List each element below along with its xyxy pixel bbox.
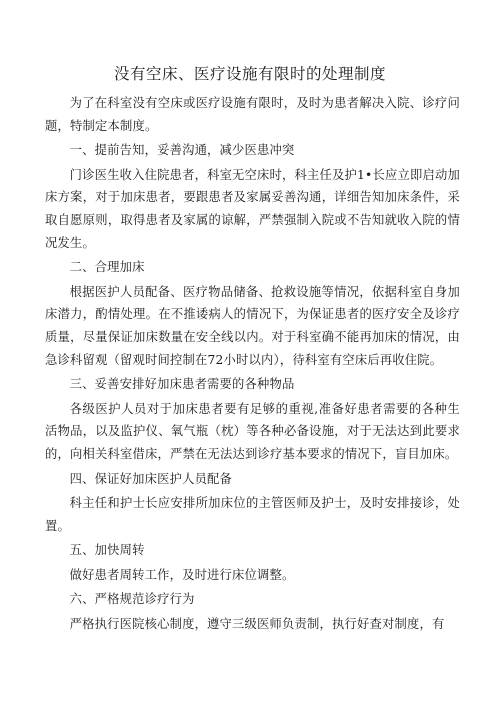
body-paragraph: 门诊医生收入住院患者，科室无空床时，科主任及护1•长应立即启动加床方案，对于加床患者，要跟患者及家属妥善沟通，详细告知加床条件，采取自愿原则，取得患者及家属的谅解，严禁强制入院或不告知就收入院的情况发生。	[45, 167, 460, 250]
body-paragraph: 为了在科室没有空床或医疗设施有限时，及时为患者解决入院、诊疗问题，特制定本制度。	[45, 96, 460, 133]
body-paragraph: 严格执行医院核心制度，遵守三级医师负责制，执行好查对制度，有	[69, 617, 445, 632]
body-paragraph: 各级医护人员对于加床患者要有足够的重视,准备好患者需要的各种生活物品，以及监护仪、氧气瓶（枕）等各种必备设施，对于无法达到此要求的，向相关科室借床，严禁在无法达到诊疗基本要求的情况下，盲目加床。	[45, 401, 460, 461]
section-heading: 三、妥善安排好加床患者需要的各种物品	[69, 377, 295, 392]
section-heading: 一、提前告知，妥善沟通，减少医患冲突	[69, 143, 295, 158]
document-body	[45, 92, 460, 636]
section-heading: 四、保证好加床医护人员配备	[69, 471, 233, 486]
document-title: 没有空床、医疗设施有限时的处理制度	[113, 65, 386, 83]
body-paragraph: 根据医护人员配备、医疗物品储备、抢救设施等情况，依据科室自身加床潜力，酌情处理。在不推诿病人的情况下，为保证患者的医疗安全及诊疗质量，尽量保证加床数量在安全线以内。对于科室确不能再加床的情况，由急诊科留观（留观时间控制在72小时以内），待科室有空床后再收住院。	[45, 284, 460, 367]
section-heading: 五、加快周转	[69, 543, 145, 558]
body-paragraph: 科主任和护士长应安排所加床位的主管医师及护士，及时安排接诊，处置。	[45, 496, 460, 533]
body-paragraph: 做好患者周转工作，及时进行床位调整。	[69, 567, 295, 582]
section-heading: 二、合理加床	[69, 260, 145, 275]
section-heading: 六、严格规范诊疗行为	[69, 592, 195, 607]
